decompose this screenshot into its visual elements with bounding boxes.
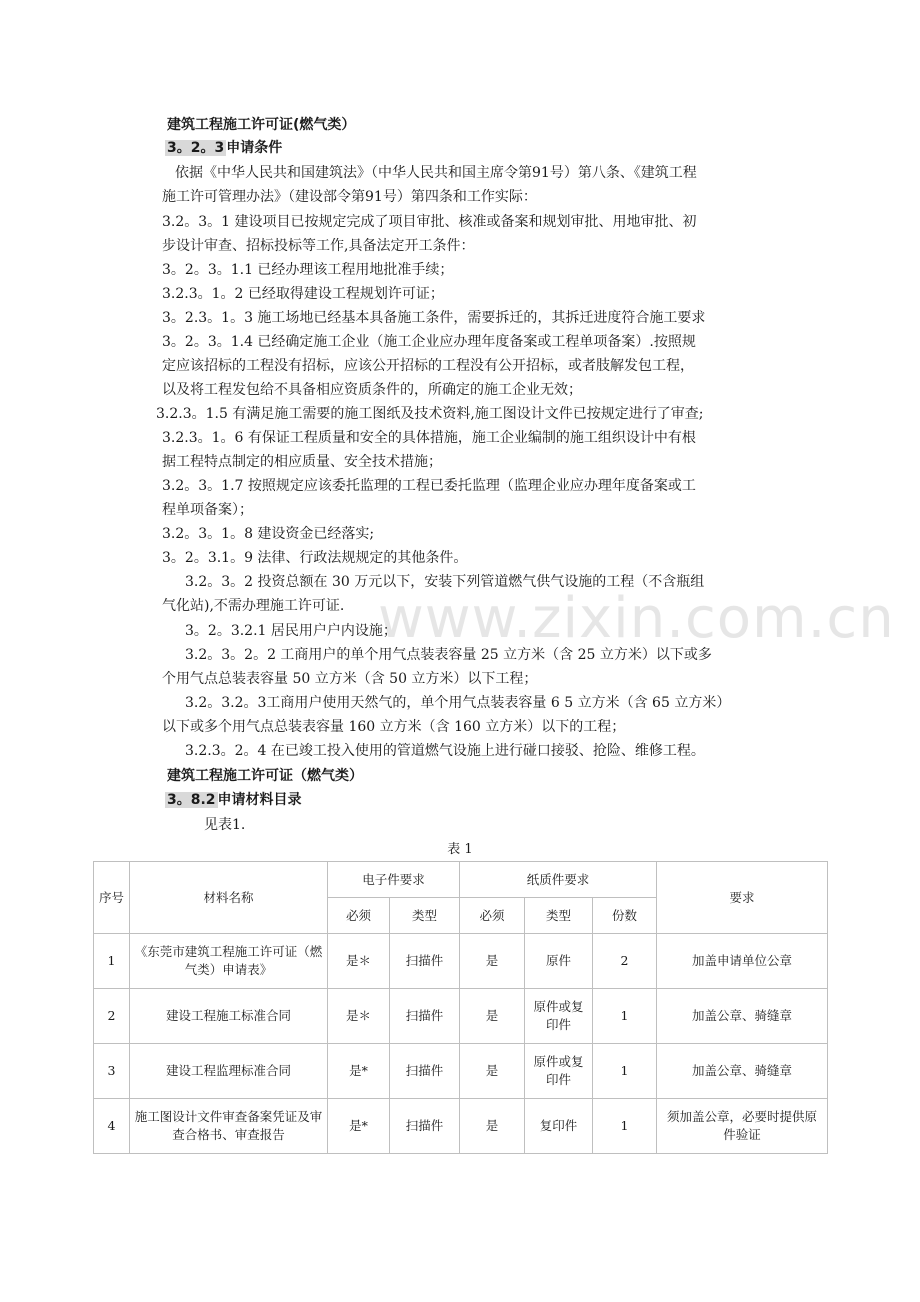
cell-e-req: 是＊ [328,934,390,989]
header-e-type: 类型 [390,898,460,934]
cell-p-req: 是 [460,989,525,1044]
header-p-type: 类型 [525,898,593,934]
body-line: 依据《中华人民共和国建筑法》（中华人民共和国主席令第91号）第八条、《建筑工程 [175,165,697,181]
cell-p-type: 复印件 [525,1099,593,1154]
cell-name: 施工图设计文件审查备案凭证及审查合格书、审查报告 [130,1099,328,1154]
body-line: 3.2.3。1。6 有保证工程质量和安全的具体措施，施工企业编制的施工组织设计中有根 [162,430,696,446]
cell-p-type: 原件或复印件 [525,989,593,1044]
materials-table [93,861,828,1154]
body-line: 3.2。3。1。8 建设资金已经落实; [162,526,375,542]
header-p-required: 必须 [460,898,525,934]
cell-name: 建设工程监理标准合同 [130,1044,328,1099]
cell-p-type: 原件 [525,934,593,989]
cell-name: 建设工程施工标准合同 [130,989,328,1044]
cell-seq: 2 [94,989,130,1044]
cell-seq: 1 [94,934,130,989]
body-line: 3.2。3。1 建设项目已按规定完成了项目审批、核准或备案和规划审批、用地审批、初 [162,214,697,230]
table-row [94,1099,828,1154]
section1-title: 建筑工程施工许可证(燃气类） [167,117,356,133]
body-line: 3。2。3。1.4 已经确定施工企业（施工企业应办理年度备案或工程单项备案）.按照规 [162,334,696,350]
body-line: 程单项备案）； [162,502,253,518]
table-row [94,1044,828,1099]
table-row [94,934,828,989]
table-caption: 表 1 [447,842,473,857]
body-line: 以及将工程发包给不具备相应资质条件的，所确定的施工企业无效； [162,382,582,398]
section1-subtitle-number: 3。2。3 [167,140,225,156]
body-line: 以下或多个用气点总装表容量 160 立方米（含 160 立方米）以下的工程； [162,719,626,735]
body-line: 施工许可管理办法》（建设部令第91号）第四条和工作实际： [162,189,537,205]
section1-subtitle [165,138,282,158]
cell-name: 《东莞市建筑工程施工许可证（燃气类）申请表》 [130,934,328,989]
cell-seq: 4 [94,1099,130,1154]
cell-copies: 1 [593,989,657,1044]
cell-copies: 1 [593,1044,657,1099]
body-line: 3.2.3。1.5 有满足施工需要的施工图纸及技术资料,施工图设计文件已按规定进行了审查; [156,406,704,422]
section2-subtitle-number: 3。8.2 [167,792,216,808]
section2-title: 建筑工程施工许可证（燃气类） [167,768,363,784]
cell-copies: 2 [593,934,657,989]
section2-subtitle-text: 申请材料目录 [217,792,302,808]
body-line: 3。2.3。1。3 施工场地已经基本具备施工条件，需要拆迁的，其拆迁进度符合施工要求 [162,310,706,326]
cell-p-req: 是 [460,1099,525,1154]
cell-p-req: 是 [460,1044,525,1099]
body-line: 3.2.3。2。4 在已竣工投入使用的管道燃气设施上进行碰口接驳、抢险、维修工程。 [185,743,705,759]
body-line: 3.2.3。1。2 已经取得建设工程规划许可证； [162,286,444,302]
cell-e-type: 扫描件 [390,1044,460,1099]
cell-p-type: 原件或复印件 [525,1044,593,1099]
header-name: 材料名称 [130,862,328,934]
body-line: 气化站),不需办理施工许可证. [162,598,345,614]
cell-e-type: 扫描件 [390,934,460,989]
header-seq: 序号 [94,862,130,934]
cell-seq: 3 [94,1044,130,1099]
section2-subtitle [165,790,302,810]
cell-p-req: 是 [460,934,525,989]
cell-requirement: 加盖公章、骑缝章 [657,989,828,1044]
body-line: 3.2。3。2。2 工商用户的单个用气点装表容量 25 立方米（含 25 立方米）以下或多 [185,647,712,663]
table-header-row [94,862,828,898]
cell-e-req: 是* [328,1044,390,1099]
cell-requirement: 加盖公章、骑缝章 [657,1044,828,1099]
body-line: 3。2。3.2.1 居民用户户内设施； [185,623,397,639]
body-line: 3。2。3。1.1 已经办理该工程用地批准手续； [162,262,454,278]
header-electronic: 电子件要求 [328,862,460,898]
cell-requirement: 须加盖公章，必要时提供原件验证 [657,1099,828,1154]
body-line: 步设计审查、招标投标等工作,具备法定开工条件： [162,238,475,254]
header-paper: 纸质件要求 [460,862,657,898]
cell-requirement: 加盖申请单位公章 [657,934,828,989]
see-table-note: 见表1. [204,817,246,833]
cell-copies: 1 [593,1099,657,1154]
cell-e-req: 是* [328,1099,390,1154]
body-line: 3.2。3.2。3工商用户使用天然气的，单个用气点装表容量 6 5 立方米（含 65 立方米） [185,695,731,711]
table-row [94,989,828,1044]
header-copies: 份数 [593,898,657,934]
body-line: 据工程特点制定的相应质量、安全技术措施； [162,454,442,470]
body-line: 3.2。3。2 投资总额在 30 万元以下，安装下列管道燃气供气设施的工程（不含瓶组 [185,574,705,590]
body-line: 个用气点总装表容量 50 立方米（含 50 立方米）以下工程； [162,671,538,687]
header-requirement: 要求 [657,862,828,934]
body-line: 3.2。3。1.7 按照规定应该委托监理的工程已委托监理（监理企业应办理年度备案或工 [162,478,696,494]
body-line: 3。2。3.1。9 法律、行政法规规定的其他条件。 [162,550,468,566]
section1-subtitle-text: 申请条件 [226,140,283,156]
cell-e-type: 扫描件 [390,989,460,1044]
body-line: 定应该招标的工程没有招标，应该公开招标的工程没有公开招标，或者肢解发包工程， [162,358,694,374]
cell-e-req: 是＊ [328,989,390,1044]
header-e-required: 必须 [328,898,390,934]
cell-e-type: 扫描件 [390,1099,460,1154]
watermark: www.zixin.com.cn [378,586,895,651]
